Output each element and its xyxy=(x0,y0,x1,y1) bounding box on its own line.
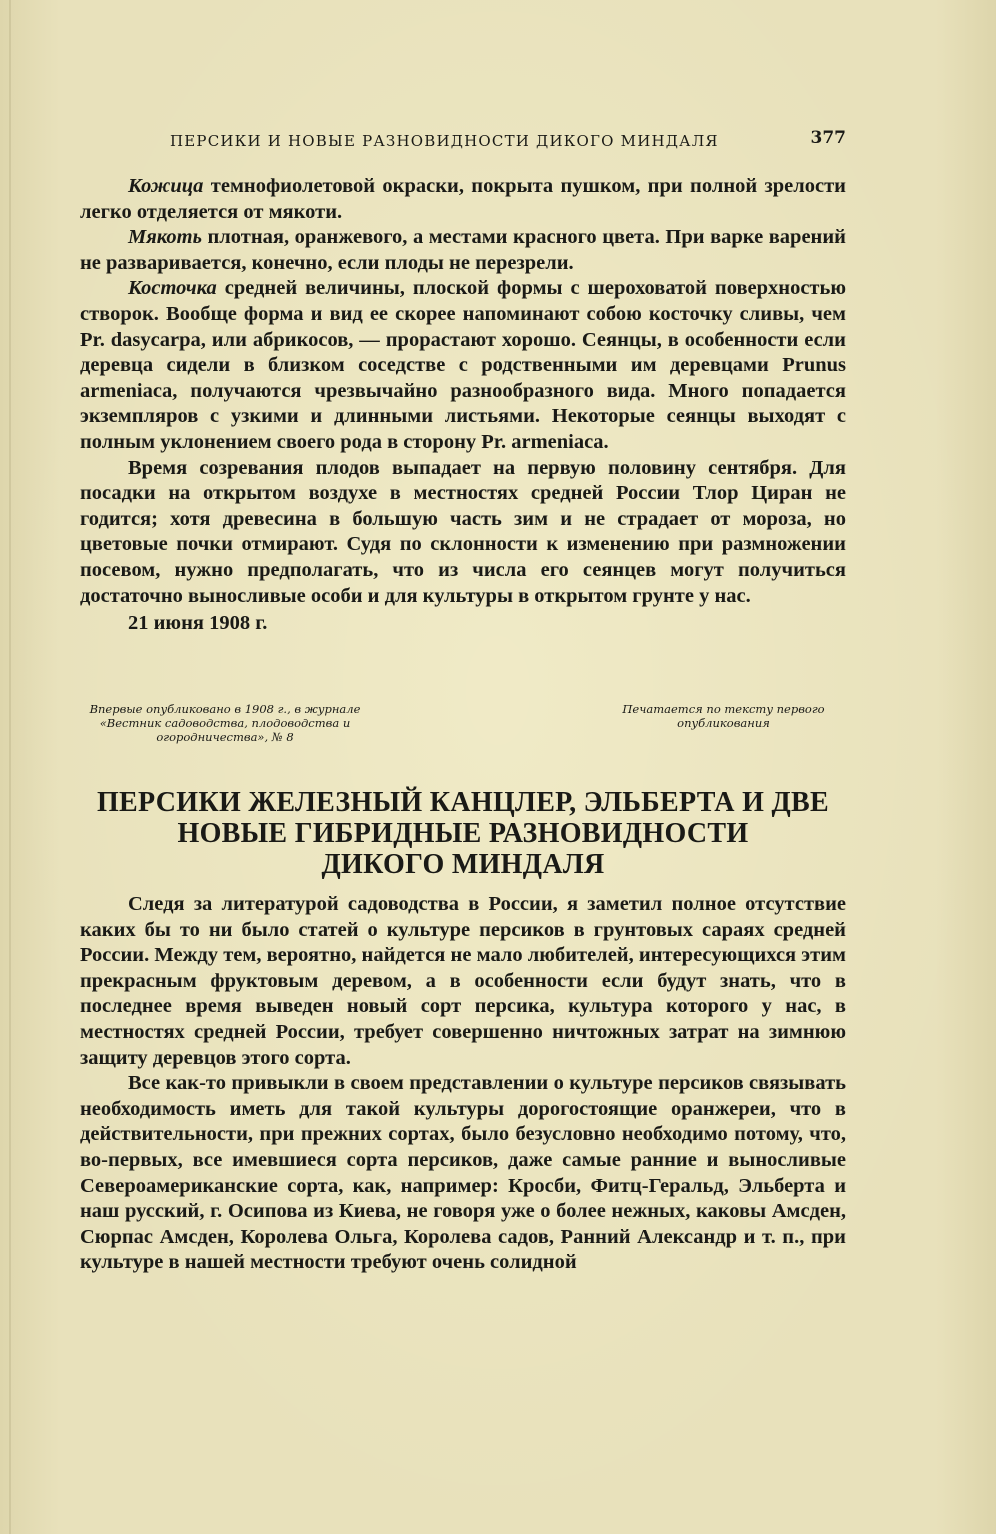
paragraph-skin xyxy=(80,174,846,225)
paragraph-ripening xyxy=(80,456,846,610)
paragraph-text: средней величины, плоской формы с шероховатой поверхностью створок. Вообще форма и вид ее скорее напоминают собою косточку сливы, чем Pr. dasycarpa, или абрикосов, — прорастают хорошо. Сеянцы, в особенности если деревца сидели в близком соседстве с родственными им деревцами Prunus armeniaca, получаются чрезвычайно разнообразного вида. Много попадается экземпляров с узкими и длинными листьями. Некоторые сеянцы выходят с полным уклонением своего рода в сторону Pr. armeniaca. xyxy=(80,277,846,453)
paragraph-intro: Следя за литературой садоводства в России, я заметил полное отсутствие каких бы то ни было статей о культуре персиков в грунтовых сараях средней России. Между тем, вероятно, найдется не мало любителей, интересующихся этим прекрасным фруктовым деревом, а в особенности если будут знать, что в последнее время выведен новый сорт персика, культура которого у нас, в местностях средней России, требует совершенно ничтожных затрат на зимнюю защиту деревцов этого сорта. xyxy=(80,893,846,1069)
paragraph-flesh xyxy=(80,225,846,276)
article-title-line: НОВЫЕ ГИБРИДНЫЕ РАЗНОВИДНОСТИ xyxy=(177,818,749,849)
paragraph-lead: Кожица xyxy=(128,175,204,197)
note-source-text: Печатается по тексту первого опубликования xyxy=(622,702,825,730)
article-title-line: ПЕРСИКИ ЖЕЛЕЗНЫЙ КАНЦЛЕР, ЭЛЬБЕРТА И ДВЕ xyxy=(96,787,830,818)
paragraph-text: плотная, оранжевого, а местами красного цвета. При варке варений не разваривается, конечно, если плоды не перезрели. xyxy=(80,226,846,274)
section-new-article xyxy=(80,892,846,1276)
article-title xyxy=(80,787,846,880)
paragraph-text: темнофиолетовой окраски, покрыта пушком, при полной зрелости легко отделяется от мякоти. xyxy=(80,175,846,223)
article-date: 21 июня 1908 г. xyxy=(128,612,268,635)
paragraph-lead: Мякоть xyxy=(128,226,202,249)
page-edge-shadow xyxy=(9,0,11,1534)
paragraph-stone xyxy=(80,276,846,455)
running-head xyxy=(130,128,846,154)
note-first-published: Впервые опубликовано в 1908 г., в журнале «Вестник садоводства, плодоводства и огородничества», № 8 xyxy=(89,702,361,744)
paragraph-text: Время созревания плодов выпадает на первую половину сентября. Для посадки на открытом воздухе в местностях средней России Тлор Циран не годится; хотя древесина в большую часть зим и не страдает от мороза, но цветовые почки отмирают. Судя по склонности к изменению при размножении посевом, нужно предполагать, что из числа его сеянцев могут получиться достаточно выносливые особи и для культуры в открытом грунте у нас. xyxy=(80,456,846,607)
page-number: 377 xyxy=(810,128,846,148)
paragraph-greenhouses: Все как-то привыкли в своем представлении о культуре персиков связывать необходимость иметь для такой культуры дорогостоящие оранжереи, что в действительности, при прежних сортах, было безусловно необходимо потому, что, во-первых, все имевшиеся сорта персиков, даже самые ранние и выносливые Североамериканские сорта, как, например: Кросби, Фитц-Геральд, Эльберта и наш русский, г. Осипова из Киева, не говоря уже о более нежных, каковы Амсден, Сюрпас Амсден, Королева Ольга, Королева садов, Ранний Александр и т. п., при культуре в нашей местности требуют очень солидной xyxy=(80,1072,846,1274)
article-title-line: ДИКОГО МИНДАЛЯ xyxy=(321,849,605,880)
running-title: ПЕРСИКИ И НОВЫЕ РАЗНОВИДНОСТИ ДИКОГО МИНДАЛЯ xyxy=(170,132,719,150)
paragraph-lead: Косточка xyxy=(128,277,217,300)
publication-notes xyxy=(80,702,846,742)
section-previous-article xyxy=(80,174,846,637)
